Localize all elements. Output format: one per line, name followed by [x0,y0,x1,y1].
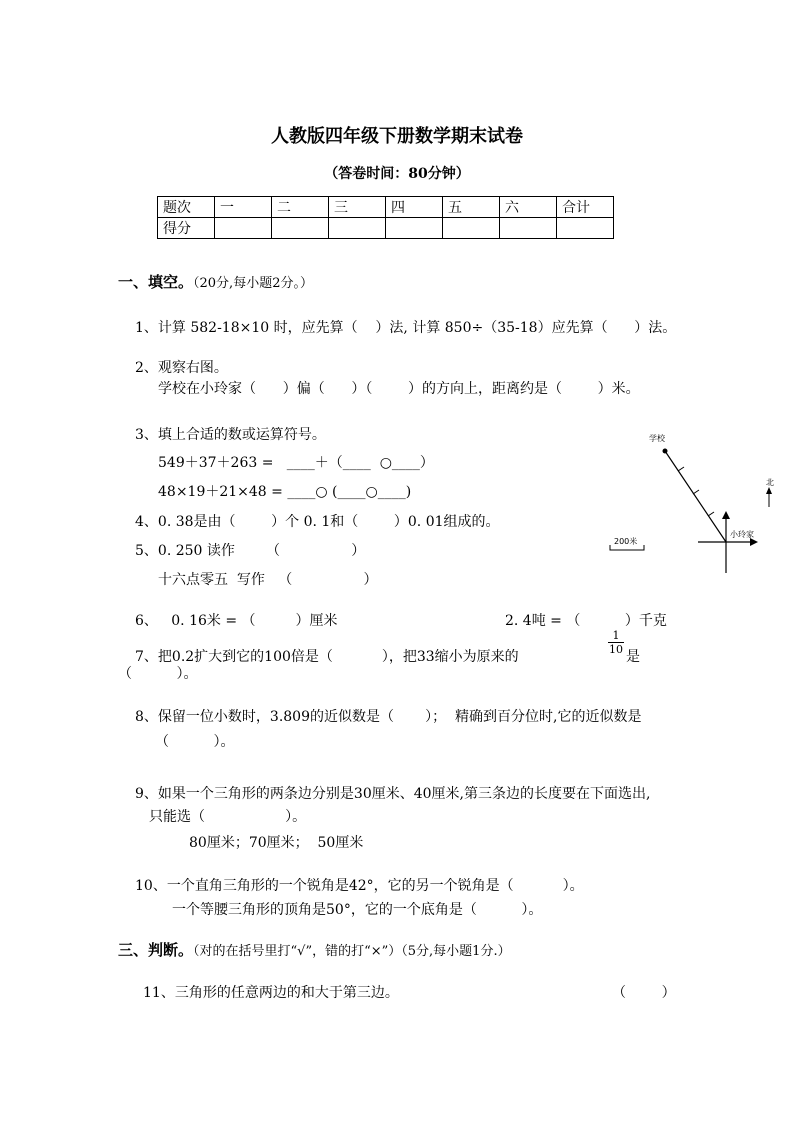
question-9-b: 只能选（ ）。 [149,809,307,825]
score-table [157,196,614,239]
question-5-a: 5、0. 250 读作 （ ） [135,543,366,559]
score-table-header-row [158,197,614,218]
score-input-cell[interactable] [329,218,386,239]
question-11: 11、三角形的任意两边的和大于第三边。 [143,985,399,1001]
question-7-a: 7、把0.2扩大到它的100倍是（ ），把33缩小为原来的 [135,649,519,665]
section1-note: （20分,每小题2分。） [193,276,313,291]
scale-tick [678,467,684,471]
question-2-title: 2、观察右图。 [135,360,228,376]
direction-map [600,425,780,580]
fraction-one-tenth [608,630,624,655]
question-6-b: 2. 4吨 = （ ）千克 [505,613,667,629]
direction-line [665,451,726,542]
score-header-cell: 合计 [557,197,614,218]
question-9-a: 9、如果一个三角形的两条边分别是30厘米、40厘米,第三条边的长度要在下面选出, [135,786,651,802]
question-3-title: 3、填上合适的数或运算符号。 [135,427,326,443]
section1-heading: 一、填空。 [118,273,194,291]
question-2-body: 学校在小玲家（ ）偏（ ）（ ）的方向上，距离约是（ ）米。 [158,381,640,397]
question-1: 1、计算 582-18×10 时，应先算（ ）法, 计算 850÷（35-18）应先算（ ）法。 [135,320,677,336]
school-label: 学校 [649,434,665,443]
score-input-cell[interactable] [386,218,443,239]
score-header-cell: 五 [443,197,500,218]
score-input-cell[interactable] [557,218,614,239]
home-label: 小玲家 [730,530,754,539]
score-input-cell[interactable] [443,218,500,239]
question-10-a: 10、一个直角三角形的一个锐角是42°，它的另一个锐角是（ ）。 [135,878,584,894]
north-label: 北 [766,478,774,487]
score-header-cell: 一 [215,197,272,218]
score-header-cell: 六 [500,197,557,218]
question-7-b: （ ）。 [118,666,198,682]
question-4: 4、0. 38是由（ ）个 0. 1和（ ）0. 01组成的。 [135,514,500,530]
score-header-cell: 二 [272,197,329,218]
question-8-b: （ ）。 [155,734,235,750]
question-6-a: 6、 0. 16米 = （ ）厘米 [135,613,338,629]
score-header-cell: 三 [329,197,386,218]
question-3-line-2: 48×19＋21×48 = ____○ (____○____) [158,484,412,500]
exam-duration: （答卷时间：80分钟） [324,166,470,182]
question-8-a: 8、保留一位小数时，3.809的近似数是（ ）； 精确到百分位时,它的近似数是 [135,709,642,725]
section1-header [118,275,313,290]
fraction-numerator: 1 [612,629,620,642]
score-input-cell[interactable] [500,218,557,239]
scale-tick [708,512,714,516]
score-header-cell: 题次 [158,197,215,218]
section3-note: （对的在括号里打“√”，错的打“×”）（5分,每小题1分.） [193,944,511,959]
axis-arrow-icon [722,511,730,519]
question-10-b: 一个等腰三角形的顶角是50°，它的一个底角是（ ）。 [172,902,543,918]
axis-arrow-icon [750,538,758,546]
page-title: 人教版四年级下册数学期末试卷 [271,126,523,147]
score-table-score-row [158,218,614,239]
scale-tick [693,490,699,494]
section3-heading: 三、判断。 [118,941,194,959]
question-5-b: 十六点零五 写作 （ ） [158,572,378,588]
score-header-cell: 四 [386,197,443,218]
question-7-suffix: 是 [626,649,640,665]
north-arrow-icon [766,487,772,494]
scale-label: 200米 [614,537,638,546]
question-9-options: 80厘米；70厘米； 50厘米 [189,835,364,851]
section3-header [118,943,511,958]
question-11-answer-bracket[interactable]: （ ） [612,985,676,1001]
score-input-cell[interactable] [215,218,272,239]
fraction-denominator: 10 [609,643,623,656]
score-input-cell[interactable] [272,218,329,239]
question-3-line-1: 549＋37＋263 = ____＋（____ ○____） [158,455,434,471]
score-row-label: 得分 [158,218,215,239]
